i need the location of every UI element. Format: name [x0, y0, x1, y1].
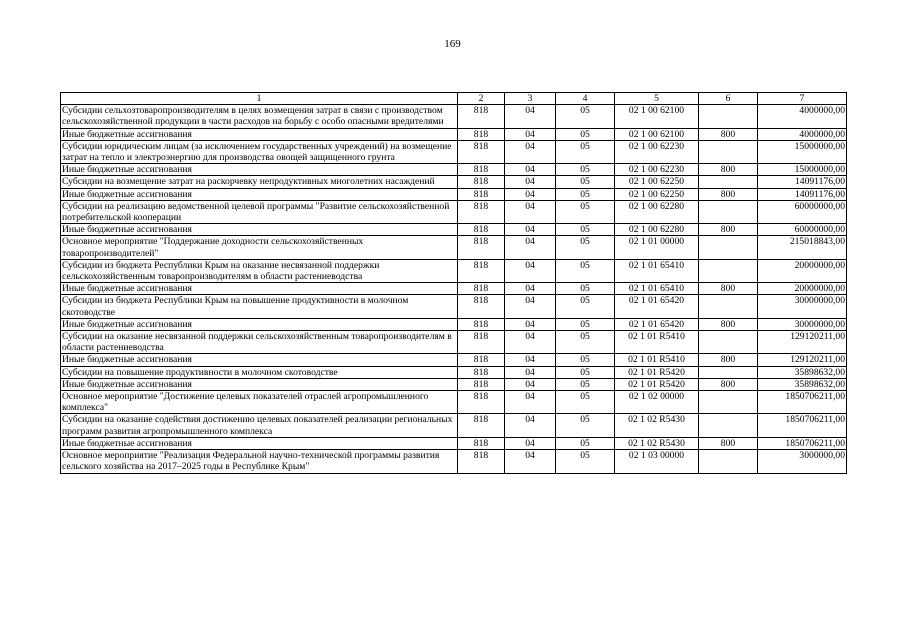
ministry-code-cell: 818: [458, 164, 505, 176]
ministry-code-cell: 818: [458, 437, 505, 449]
expense-type-cell: [699, 391, 758, 414]
expense-type-cell: 800: [699, 128, 758, 140]
target-article-cell: 02 1 01 65420: [615, 295, 699, 318]
section-code-cell: 04: [505, 236, 556, 259]
table-row: [61, 366, 847, 378]
row-name-cell: Субсидии на возмещение затрат на раскорчевку непродуктивных многолетних насаждений: [61, 176, 458, 188]
expense-type-cell: 800: [699, 224, 758, 236]
section-code-cell: 04: [505, 414, 556, 437]
section-code-cell: 04: [505, 224, 556, 236]
section-code-cell: 04: [505, 295, 556, 318]
amount-cell: 129120211,00: [758, 331, 847, 354]
subsection-code-cell: 05: [556, 259, 615, 282]
table-row: [61, 331, 847, 354]
row-name-cell: Субсидии из бюджета Республики Крым на оказание несвязанной поддержки сельскохозяйственным товаропроизводителям в области растениеводства: [61, 259, 458, 282]
section-code-cell: 04: [505, 283, 556, 295]
section-code-cell: 04: [505, 176, 556, 188]
table-row: [61, 450, 847, 473]
expense-type-cell: [699, 140, 758, 163]
ministry-code-cell: 818: [458, 318, 505, 330]
ministry-code-cell: 818: [458, 366, 505, 378]
header-cell: 4: [556, 93, 615, 105]
row-name-cell: Основное мероприятие "Достижение целевых показателей отраслей агропромышленного комплекса": [61, 391, 458, 414]
expense-type-cell: [699, 295, 758, 318]
subsection-code-cell: 05: [556, 450, 615, 473]
expense-type-cell: [699, 366, 758, 378]
expense-type-cell: [699, 200, 758, 223]
row-name-cell: Субсидии юридическим лицам (за исключением государственных учреждений) на возмещение затрат на тепло и электроэнергию для производства овощей защищенного грунта: [61, 140, 458, 163]
row-name-cell: Субсидии на оказание несвязанной поддержки сельскохозяйственным товаропроизводителям в области растениеводства: [61, 331, 458, 354]
expense-type-cell: 800: [699, 437, 758, 449]
ministry-code-cell: 818: [458, 259, 505, 282]
table-row: [61, 318, 847, 330]
section-code-cell: 04: [505, 105, 556, 128]
budget-table: [60, 92, 847, 474]
ministry-code-cell: 818: [458, 283, 505, 295]
subsection-code-cell: 05: [556, 236, 615, 259]
section-code-cell: 04: [505, 391, 556, 414]
subsection-code-cell: 05: [556, 318, 615, 330]
amount-cell: 15000000,00: [758, 140, 847, 163]
amount-cell: 1850706211,00: [758, 437, 847, 449]
amount-cell: 1850706211,00: [758, 414, 847, 437]
row-name-cell: Иные бюджетные ассигнования: [61, 224, 458, 236]
expense-type-cell: 800: [699, 164, 758, 176]
subsection-code-cell: 05: [556, 437, 615, 449]
expense-type-cell: 800: [699, 378, 758, 390]
ministry-code-cell: 818: [458, 378, 505, 390]
subsection-code-cell: 05: [556, 188, 615, 200]
table-row: [61, 437, 847, 449]
ministry-code-cell: 818: [458, 105, 505, 128]
subsection-code-cell: 05: [556, 414, 615, 437]
target-article-cell: 02 1 01 R5410: [615, 331, 699, 354]
ministry-code-cell: 818: [458, 295, 505, 318]
expense-type-cell: [699, 105, 758, 128]
table-row: [61, 164, 847, 176]
target-article-cell: 02 1 01 00000: [615, 236, 699, 259]
target-article-cell: 02 1 01 65410: [615, 283, 699, 295]
table-row: [61, 295, 847, 318]
ministry-code-cell: 818: [458, 200, 505, 223]
row-name-cell: Иные бюджетные ассигнования: [61, 437, 458, 449]
target-article-cell: 02 1 01 65410: [615, 259, 699, 282]
section-code-cell: 04: [505, 259, 556, 282]
table-row: [61, 259, 847, 282]
subsection-code-cell: 05: [556, 331, 615, 354]
target-article-cell: 02 1 00 62100: [615, 128, 699, 140]
subsection-code-cell: 05: [556, 200, 615, 223]
ministry-code-cell: 818: [458, 176, 505, 188]
subsection-code-cell: 05: [556, 354, 615, 366]
subsection-code-cell: 05: [556, 128, 615, 140]
target-article-cell: 02 1 02 R5430: [615, 437, 699, 449]
amount-cell: 215018843,00: [758, 236, 847, 259]
amount-cell: 60000000,00: [758, 224, 847, 236]
section-code-cell: 04: [505, 437, 556, 449]
ministry-code-cell: 818: [458, 331, 505, 354]
target-article-cell: 02 1 01 R5420: [615, 366, 699, 378]
row-name-cell: Субсидии сельхозтоварoпроизводителям в целях возмещения затрат в связи с производством сельскохозяйственной продукции в части расходов на борьбу с особо опасными вредителями: [61, 105, 458, 128]
expense-type-cell: 800: [699, 283, 758, 295]
table-row: [61, 200, 847, 223]
row-name-cell: Основное мероприятие "Поддержание доходности сельскохозяйственных товаропроизводителей": [61, 236, 458, 259]
page-number: 169: [444, 38, 461, 50]
amount-cell: 1850706211,00: [758, 391, 847, 414]
amount-cell: 3000000,00: [758, 450, 847, 473]
amount-cell: 4000000,00: [758, 128, 847, 140]
row-name-cell: Основное мероприятие "Реализация Федеральной научно-технической программы развития сельского хозяйства на 2017–2025 годы в Республике Крым": [61, 450, 458, 473]
subsection-code-cell: 05: [556, 295, 615, 318]
target-article-cell: 02 1 02 R5430: [615, 414, 699, 437]
target-article-cell: 02 1 02 00000: [615, 391, 699, 414]
row-name-cell: Иные бюджетные ассигнования: [61, 318, 458, 330]
amount-cell: 14091176,00: [758, 188, 847, 200]
ministry-code-cell: 818: [458, 128, 505, 140]
table-row: [61, 236, 847, 259]
row-name-cell: Субсидии на оказание содействия достижению целевых показателей реализации региональных программ развития агропромышленного комплекса: [61, 414, 458, 437]
section-code-cell: 04: [505, 140, 556, 163]
header-cell: 6: [699, 93, 758, 105]
expense-type-cell: [699, 414, 758, 437]
table-row: [61, 391, 847, 414]
amount-cell: 30000000,00: [758, 295, 847, 318]
target-article-cell: 02 1 01 R5410: [615, 354, 699, 366]
row-name-cell: Иные бюджетные ассигнования: [61, 164, 458, 176]
table-header-row: [61, 93, 847, 105]
row-name-cell: Субсидии из бюджета Республики Крым на повышение продуктивности в молочном скотоводстве: [61, 295, 458, 318]
subsection-code-cell: 05: [556, 105, 615, 128]
table-row: [61, 188, 847, 200]
section-code-cell: 04: [505, 354, 556, 366]
header-cell: 7: [758, 93, 847, 105]
header-cell: 1: [61, 93, 458, 105]
table-row: [61, 105, 847, 128]
row-name-cell: Иные бюджетные ассигнования: [61, 378, 458, 390]
amount-cell: 129120211,00: [758, 354, 847, 366]
table-row: [61, 414, 847, 437]
section-code-cell: 04: [505, 366, 556, 378]
section-code-cell: 04: [505, 188, 556, 200]
subsection-code-cell: 05: [556, 378, 615, 390]
target-article-cell: 02 1 01 R5420: [615, 378, 699, 390]
header-cell: 5: [615, 93, 699, 105]
table-row: [61, 378, 847, 390]
subsection-code-cell: 05: [556, 164, 615, 176]
header-cell: 2: [458, 93, 505, 105]
section-code-cell: 04: [505, 128, 556, 140]
table-row: [61, 140, 847, 163]
table-row: [61, 224, 847, 236]
ministry-code-cell: 818: [458, 354, 505, 366]
subsection-code-cell: 05: [556, 140, 615, 163]
target-article-cell: 02 1 00 62280: [615, 200, 699, 223]
amount-cell: 15000000,00: [758, 164, 847, 176]
amount-cell: 35898632,00: [758, 378, 847, 390]
table-row: [61, 283, 847, 295]
section-code-cell: 04: [505, 450, 556, 473]
ministry-code-cell: 818: [458, 391, 505, 414]
target-article-cell: 02 1 01 65420: [615, 318, 699, 330]
amount-cell: 4000000,00: [758, 105, 847, 128]
target-article-cell: 02 1 00 62250: [615, 176, 699, 188]
amount-cell: 14091176,00: [758, 176, 847, 188]
ministry-code-cell: 818: [458, 188, 505, 200]
row-name-cell: Субсидии на повышение продуктивности в молочном скотоводстве: [61, 366, 458, 378]
section-code-cell: 04: [505, 318, 556, 330]
expense-type-cell: 800: [699, 354, 758, 366]
ministry-code-cell: 818: [458, 140, 505, 163]
subsection-code-cell: 05: [556, 176, 615, 188]
expense-type-cell: [699, 236, 758, 259]
amount-cell: 60000000,00: [758, 200, 847, 223]
row-name-cell: Иные бюджетные ассигнования: [61, 188, 458, 200]
expense-type-cell: 800: [699, 318, 758, 330]
section-code-cell: 04: [505, 331, 556, 354]
expense-type-cell: [699, 331, 758, 354]
amount-cell: 30000000,00: [758, 318, 847, 330]
ministry-code-cell: 818: [458, 224, 505, 236]
target-article-cell: 02 1 00 62230: [615, 164, 699, 176]
row-name-cell: Иные бюджетные ассигнования: [61, 283, 458, 295]
subsection-code-cell: 05: [556, 366, 615, 378]
section-code-cell: 04: [505, 164, 556, 176]
section-code-cell: 04: [505, 200, 556, 223]
target-article-cell: 02 1 00 62100: [615, 105, 699, 128]
amount-cell: 35898632,00: [758, 366, 847, 378]
subsection-code-cell: 05: [556, 283, 615, 295]
amount-cell: 20000000,00: [758, 259, 847, 282]
table-row: [61, 354, 847, 366]
target-article-cell: 02 1 00 62280: [615, 224, 699, 236]
target-article-cell: 02 1 00 62250: [615, 188, 699, 200]
expense-type-cell: 800: [699, 188, 758, 200]
section-code-cell: 04: [505, 378, 556, 390]
row-name-cell: Субсидии на реализацию ведомственной целевой программы "Развитие сельскохозяйственной потребительской кооперации: [61, 200, 458, 223]
target-article-cell: 02 1 03 00000: [615, 450, 699, 473]
ministry-code-cell: 818: [458, 236, 505, 259]
row-name-cell: Иные бюджетные ассигнования: [61, 128, 458, 140]
ministry-code-cell: 818: [458, 450, 505, 473]
table-row: [61, 176, 847, 188]
row-name-cell: Иные бюджетные ассигнования: [61, 354, 458, 366]
ministry-code-cell: 818: [458, 414, 505, 437]
target-article-cell: 02 1 00 62230: [615, 140, 699, 163]
header-cell: 3: [505, 93, 556, 105]
subsection-code-cell: 05: [556, 224, 615, 236]
table-row: [61, 128, 847, 140]
expense-type-cell: [699, 450, 758, 473]
expense-type-cell: [699, 176, 758, 188]
expense-type-cell: [699, 259, 758, 282]
amount-cell: 20000000,00: [758, 283, 847, 295]
subsection-code-cell: 05: [556, 391, 615, 414]
